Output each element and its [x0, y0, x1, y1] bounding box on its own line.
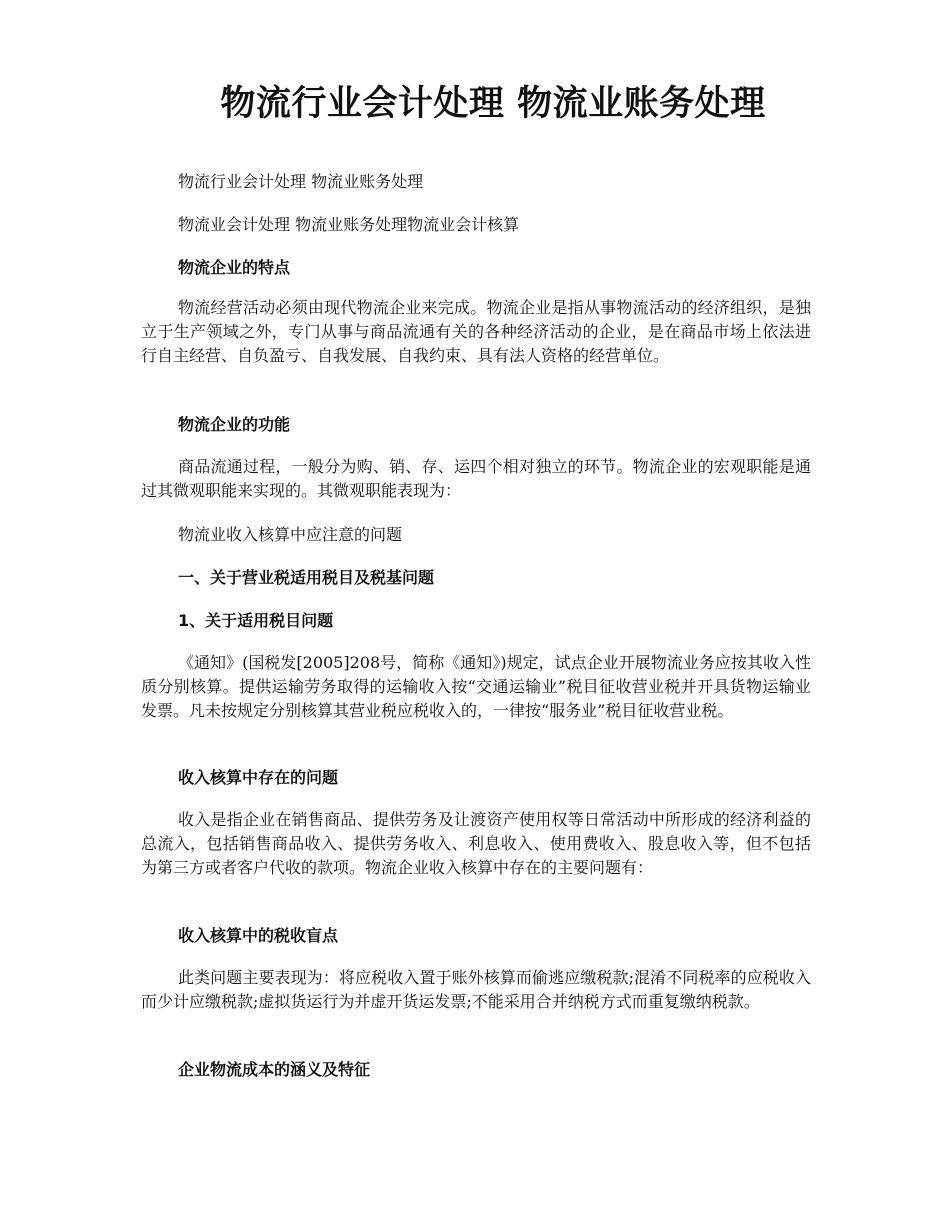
section-heading-functions: 物流企业的功能 — [178, 415, 291, 434]
paragraph-tax-blind-spots: 此类问题主要表现为：将应税收入置于账外核算而偷逃应缴税款;混淆不同税率的应税收入而少计应缴税款;虚拟货运行为并虚开货运发票;不能采用合并纳税方式而重复缴纳税款。 — [141, 968, 811, 1011]
paragraph-revenue-definition: 收入是指企业在销售商品、提供劳务及让渡资产使用权等日常活动中所形成的经济利益的总流入，包括销售商品收入、提供劳务收入、利息收入、使用费收入、股息收入等，但不包括为第三方或者客户代收的款项。物流企业收入核算中存在的主要问题有： — [141, 810, 811, 877]
paragraph-functions: 商品流通过程，一般分为购、销、存、运四个相对独立的环节。物流企业的宏观职能是通过其微观职能来实现的。其微观职能表现为： — [141, 457, 811, 500]
section-heading-tax-blind-spots: 收入核算中的税收盲点 — [178, 926, 339, 945]
document-title: 物流行业会计处理 物流业账务处理 — [220, 84, 766, 124]
section-heading-business-tax: 一、关于营业税适用税目及税基问题 — [178, 568, 435, 587]
paragraph-intro-1: 物流行业会计处理 物流业账务处理 — [178, 172, 424, 191]
paragraph-intro-2: 物流业会计处理 物流业账务处理物流业会计核算 — [178, 215, 520, 234]
paragraph-features: 物流经营活动必须由现代物流企业来完成。物流企业是指从事物流活动的经济组织，是独立于生产领域之外，专门从事与商品流通有关的各种经济活动的企业，是在商品市场上依法进行自主经营、自负盈亏、自我发展、自我约束、具有法人资格的经营单位。 — [141, 298, 811, 365]
section-heading-logistics-cost: 企业物流成本的涵义及特征 — [178, 1060, 371, 1079]
section-heading-revenue-problems: 收入核算中存在的问题 — [178, 768, 339, 787]
paragraph-revenue-issues: 物流业收入核算中应注意的问题 — [178, 525, 403, 544]
paragraph-notice: 《通知》(国税发[2005]208号，简称《通知》)规定，试点企业开展物流业务应按其收入性质分别核算。提供运输劳务取得的运输收入按“交通运输业”税目征收营业税并开具货物运输业发票。凡未按规定分别核算其营业税应税收入的，一律按“服务业”税目征收营业税。 — [141, 653, 811, 720]
section-heading-tax-items: 1、关于适用税目问题 — [178, 611, 334, 630]
section-heading-features: 物流企业的特点 — [178, 258, 291, 277]
